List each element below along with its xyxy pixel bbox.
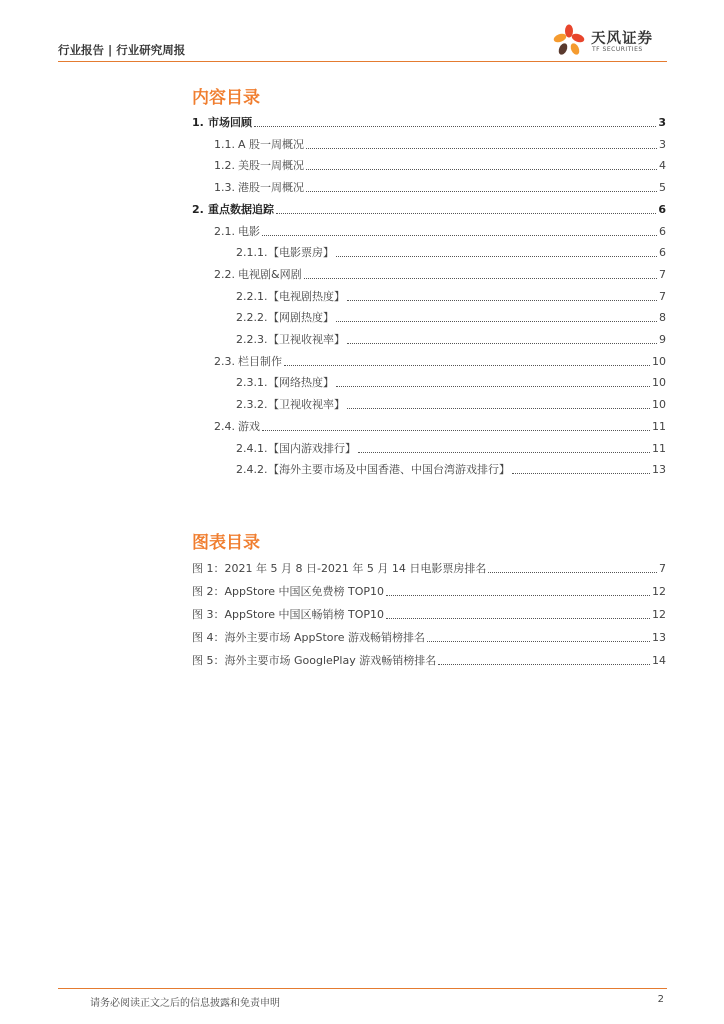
toc-entry-number: 1.	[192, 116, 204, 129]
toc-entry-number: 2.	[192, 203, 204, 216]
toc-entry-label: 港股一周概况	[238, 181, 304, 194]
figure-dot-leader	[386, 595, 650, 596]
toc-dot-leader	[512, 473, 650, 474]
figure-entry[interactable]	[192, 556, 666, 576]
figure-entry[interactable]	[192, 648, 666, 668]
toc-entry-page: 6	[658, 203, 666, 216]
figure-dot-leader	[488, 572, 657, 573]
figure-entry-page: 14	[652, 654, 666, 667]
toc-entry-page: 10	[652, 355, 666, 368]
toc-entry[interactable]	[236, 436, 666, 456]
toc-entry-label: A 股一周概况	[238, 138, 305, 151]
toc-entry-page: 7	[659, 268, 666, 281]
toc-entry-label: 【国内游戏排行】	[268, 442, 356, 455]
toc-entry-page: 4	[659, 159, 666, 172]
toc-entry[interactable]	[236, 457, 666, 477]
toc-entry-page: 3	[658, 116, 666, 129]
figure-dot-leader	[438, 664, 650, 665]
figure-entry-label: 图 5：海外主要市场 GooglePlay 游戏畅销榜排名	[192, 654, 437, 667]
toc-entry-number: 1.2.	[214, 159, 235, 172]
toc-entry[interactable]	[214, 175, 666, 195]
page-header	[58, 30, 667, 64]
toc-dot-leader	[262, 430, 650, 431]
toc-entry[interactable]	[192, 197, 666, 217]
toc-dot-leader	[276, 213, 656, 214]
figure-entry-label: 图 4：海外主要市场 AppStore 游戏畅销榜排名	[192, 631, 426, 644]
toc-entry[interactable]	[214, 349, 666, 369]
figure-entry-page: 12	[652, 585, 666, 598]
toc-entry-page: 6	[659, 225, 666, 238]
toc-dot-leader	[254, 126, 656, 127]
toc-entry-label: 电视剧&网剧	[238, 268, 302, 281]
toc-entry-label: 【电视剧热度】	[268, 290, 345, 303]
toc-dot-leader	[336, 321, 657, 322]
toc-entry-number: 1.1.	[214, 138, 235, 151]
toc-entry-number: 2.1.1.	[236, 246, 268, 259]
toc-dot-leader	[347, 343, 657, 344]
toc-entry-number: 2.3.1.	[236, 376, 268, 389]
toc-entry-label: 【海外主要市场及中国香港、中国台湾游戏排行】	[268, 463, 510, 476]
toc-entry-page: 10	[652, 398, 666, 411]
logo-subtitle: TF SECURITIES	[592, 46, 643, 53]
toc-entry-number: 2.3.	[214, 355, 235, 368]
toc-entry-number: 2.2.3.	[236, 333, 268, 346]
toc-dot-leader	[284, 365, 650, 366]
toc-entry-number: 1.3.	[214, 181, 235, 194]
toc-entry[interactable]	[236, 284, 666, 304]
toc-entry[interactable]	[214, 219, 666, 239]
toc-entry-number: 2.2.1.	[236, 290, 268, 303]
toc-entry-label: 【网剧热度】	[268, 311, 334, 324]
toc-entry-page: 11	[652, 420, 666, 433]
toc-entry-page: 11	[652, 442, 666, 455]
toc-entry[interactable]	[236, 370, 666, 390]
toc-entry-number: 2.3.2.	[236, 398, 268, 411]
figure-entry[interactable]	[192, 602, 666, 622]
toc-dot-leader	[347, 300, 657, 301]
toc-entry-page: 7	[659, 290, 666, 303]
toc-entry[interactable]	[192, 110, 666, 130]
toc-entry[interactable]	[236, 327, 666, 347]
toc-entry-label: 【电影票房】	[268, 246, 334, 259]
toc-entry[interactable]	[214, 132, 666, 152]
toc-entry-number: 2.4.1.	[236, 442, 268, 455]
figure-entry-page: 13	[652, 631, 666, 644]
toc-entry-number: 2.2.2.	[236, 311, 268, 324]
toc-dot-leader	[304, 278, 657, 279]
toc-entry-number: 2.4.2.	[236, 463, 268, 476]
figure-entry-page: 7	[659, 562, 666, 575]
toc-entry-label: 市场回顾	[208, 116, 252, 129]
company-logo	[552, 24, 667, 60]
toc-dot-leader	[262, 235, 657, 236]
toc-entry-number: 2.4.	[214, 420, 235, 433]
toc-entry-number: 2.1.	[214, 225, 235, 238]
toc-entry[interactable]	[236, 240, 666, 260]
toc-dot-leader	[336, 256, 657, 257]
flower-logo-icon	[552, 24, 586, 58]
figure-entry-label: 图 1：2021 年 5 月 8 日-2021 年 5 月 14 日电影票房排名	[192, 562, 487, 575]
toc-entry-page: 3	[659, 138, 666, 151]
toc-entry-label: 【卫视收视率】	[268, 398, 345, 411]
figure-dot-leader	[386, 618, 650, 619]
toc-entry[interactable]	[236, 392, 666, 412]
toc-title: 内容目录	[192, 88, 260, 108]
toc-dot-leader	[306, 148, 657, 149]
page-number: 2	[657, 994, 664, 1005]
disclaimer-text: 请务必阅读正文之后的信息披露和免责申明	[90, 998, 280, 1009]
toc-entry-page: 9	[659, 333, 666, 346]
figure-list-title: 图表目录	[192, 533, 260, 553]
toc-entry[interactable]	[214, 262, 666, 282]
toc-entry-number: 2.2.	[214, 268, 235, 281]
report-category: 行业报告 | 行业研究周报	[58, 43, 186, 57]
figure-entry[interactable]	[192, 579, 666, 599]
figure-entry[interactable]	[192, 625, 666, 645]
toc-entry-page: 8	[659, 311, 666, 324]
toc-entry-page: 6	[659, 246, 666, 259]
toc-dot-leader	[347, 408, 650, 409]
toc-entry-label: 美股一周概况	[238, 159, 304, 172]
toc-dot-leader	[306, 169, 657, 170]
toc-entry-label: 【卫视收视率】	[268, 333, 345, 346]
figure-entry-label: 图 2：AppStore 中国区免费榜 TOP10	[192, 585, 385, 598]
toc-entry-page: 10	[652, 376, 666, 389]
toc-entry-page: 5	[659, 181, 666, 194]
toc-entry-page: 13	[652, 463, 666, 476]
header-divider	[58, 61, 667, 62]
figure-dot-leader	[427, 641, 650, 642]
toc-dot-leader	[358, 452, 650, 453]
logo-name: 天风证券	[591, 31, 653, 47]
toc-entry[interactable]	[214, 414, 666, 434]
toc-entry-label: 栏目制作	[238, 355, 282, 368]
toc-dot-leader	[306, 191, 657, 192]
toc-entry-label: 重点数据追踪	[208, 203, 274, 216]
toc-entry[interactable]	[214, 153, 666, 173]
figure-entry-page: 12	[652, 608, 666, 621]
toc-entry-label: 电影	[238, 225, 260, 238]
toc-entry-label: 游戏	[238, 420, 260, 433]
toc-entry-label: 【网络热度】	[268, 376, 334, 389]
footer-divider	[58, 988, 667, 989]
toc-entry[interactable]	[236, 305, 666, 325]
figure-entry-label: 图 3：AppStore 中国区畅销榜 TOP10	[192, 608, 385, 621]
toc-dot-leader	[336, 386, 650, 387]
